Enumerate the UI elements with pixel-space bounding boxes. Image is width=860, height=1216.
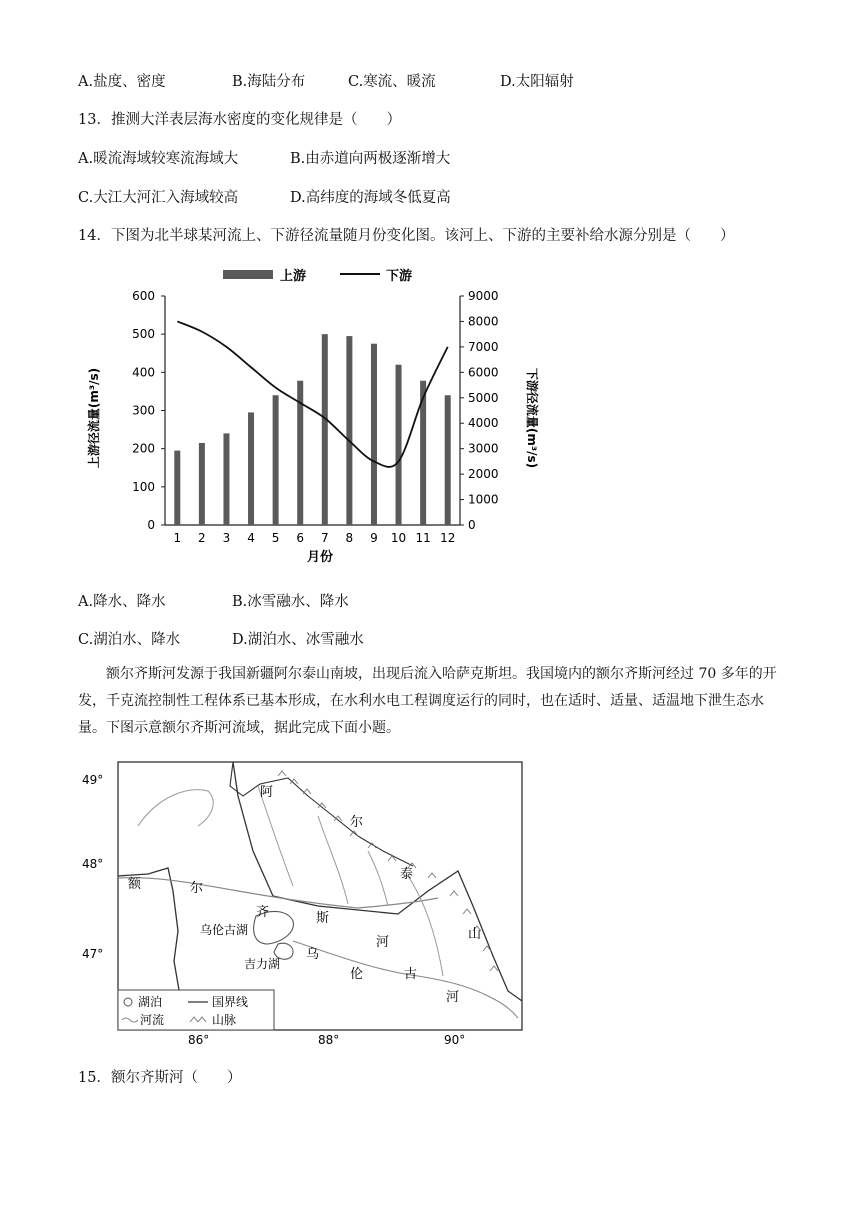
label-er: 尔 (350, 815, 364, 830)
label-a: 阿 (260, 785, 274, 800)
legend-bar-swatch (223, 270, 273, 279)
label-lun: 伦 (350, 967, 364, 982)
x-tick-label: 4 (247, 531, 255, 545)
upstream-bar (346, 336, 352, 525)
upstream-bar (371, 344, 377, 525)
x-tick-label: 3 (222, 531, 231, 545)
label-er2: 尔 (190, 881, 204, 896)
x-tick-label: 9 (370, 531, 378, 545)
y-right-tick-label: 6000 (468, 365, 499, 380)
q13-option-b: B.由赤道向两极逐渐增大 (290, 151, 451, 167)
upstream-bar (396, 365, 402, 525)
y-axis-left-label: 上游径流量(m³/s) (87, 367, 101, 469)
q14-option-a: A.降水、降水 (78, 594, 166, 610)
upstream-bar (174, 451, 180, 525)
label-he2: 河 (446, 990, 460, 1005)
x-tick-label: 8 (345, 531, 354, 545)
y-right-tick-label: 1000 (468, 492, 499, 507)
x-tick-label: 6 (296, 531, 305, 545)
lat-label-49: 49° (82, 773, 104, 787)
y-left-tick-label: 0 (147, 518, 155, 532)
label-tai: 泰 (400, 867, 414, 882)
lat-label-47: 47° (82, 947, 104, 961)
y-left-tick-label: 500 (132, 327, 155, 342)
irtysh-basin-map (78, 756, 528, 1046)
label-jili-lake: 吉力湖 (244, 957, 281, 971)
y-right-tick-label: 2000 (468, 467, 499, 482)
lat-label-48: 48° (82, 857, 104, 871)
upstream-bar (273, 395, 279, 525)
upstream-bar (322, 334, 328, 525)
legend-border-label: 国界线 (212, 995, 249, 1009)
y-left-tick-label: 200 (132, 441, 155, 456)
upstream-bar (223, 433, 229, 525)
label-si: 斯 (316, 911, 330, 926)
y-right-tick-label: 0 (468, 518, 476, 532)
x-tick-label: 7 (320, 531, 329, 545)
x-axis-label: 月份 (306, 550, 334, 565)
q14-option-d: D.湖泊水、冰雪融水 (232, 632, 364, 648)
x-tick-label: 10 (390, 531, 407, 545)
q15-stem: 15．额尔齐斯河（ ） (78, 1070, 242, 1086)
q14-stem: 14．下图为北半球某河流上、下游径流量随月份变化图。该河上、下游的主要补给水源分别是（ ） (78, 228, 735, 244)
label-wu: 乌 (306, 947, 320, 962)
y-right-tick-label: 9000 (468, 289, 499, 303)
legend-lake-label: 湖泊 (138, 995, 163, 1009)
q12-option-c: C.寒流、暖流 (348, 74, 436, 90)
y-right-tick-label: 3000 (468, 441, 499, 456)
legend-bar-label: 上游 (280, 269, 307, 284)
x-tick-label: 5 (271, 531, 280, 545)
q13-option-c: C.大江大河汇入海域较高 (78, 190, 239, 206)
x-tick-label: 12 (440, 531, 456, 545)
label-qi: 齐 (256, 905, 270, 920)
y-right-tick-label: 5000 (468, 390, 499, 405)
y-left-tick-label: 100 (132, 479, 155, 494)
x-tick-label: 11 (415, 531, 431, 545)
label-gu: 古 (404, 967, 418, 982)
y-left-tick-label: 600 (132, 289, 155, 303)
label-ulungur-lake: 乌伦古湖 (200, 923, 249, 937)
lon-label-90: 90° (444, 1033, 466, 1047)
upstream-bar (445, 395, 451, 525)
q13-option-d: D.高纬度的海域冬低夏高 (290, 190, 451, 206)
lon-label-86: 86° (188, 1033, 210, 1047)
x-tick-label: 1 (173, 531, 182, 545)
legend-mountain-label: 山脉 (212, 1013, 237, 1027)
q12-option-d: D.太阳辐射 (500, 74, 574, 90)
y-right-tick-label: 8000 (468, 314, 499, 329)
passage: 额尔齐斯河发源于我国新疆阿尔泰山南坡，出现后流入哈萨克斯坦。我国境内的额尔齐斯河经过 70 多年的开发，千克流控制性工程体系已基本形成，在水利水电工程调度运行的同时，也在适时、适量、适温地下泄生态水量。下图示意额尔齐斯河流域，据此完成下面小题。 (78, 666, 777, 736)
y-right-tick-label: 4000 (468, 416, 499, 431)
q12-option-b: B.海陆分布 (232, 74, 306, 90)
y-left-tick-label: 300 (132, 403, 155, 418)
q12-option-a: A.盐度、密度 (78, 74, 166, 90)
label-he: 河 (376, 935, 390, 950)
q14-option-c: C.湖泊水、降水 (78, 632, 181, 648)
q13-stem: 13．推测大洋表层海水密度的变化规律是（ ） (78, 112, 401, 128)
y-axis-right-label: 下游径流量(m³/s) (525, 367, 539, 469)
chart-legend (223, 268, 412, 284)
lon-label-88: 88° (318, 1033, 340, 1047)
downstream-line (177, 321, 447, 467)
label-e: 额 (128, 877, 142, 892)
q14-option-b: B.冰雪融水、降水 (232, 594, 349, 610)
y-left-tick-label: 400 (132, 365, 155, 380)
x-tick-label: 2 (198, 531, 206, 545)
map-legend (118, 990, 274, 1030)
q13-option-a: A.暖流海域较寒流海域大 (78, 151, 239, 167)
upstream-bar (199, 443, 205, 525)
runoff-chart (80, 258, 539, 568)
legend-river-label: 河流 (140, 1013, 165, 1027)
upstream-bar (248, 412, 254, 525)
label-shan: 山 (468, 927, 482, 942)
y-right-tick-label: 7000 (468, 339, 499, 354)
legend-line-label: 下游 (386, 269, 413, 284)
